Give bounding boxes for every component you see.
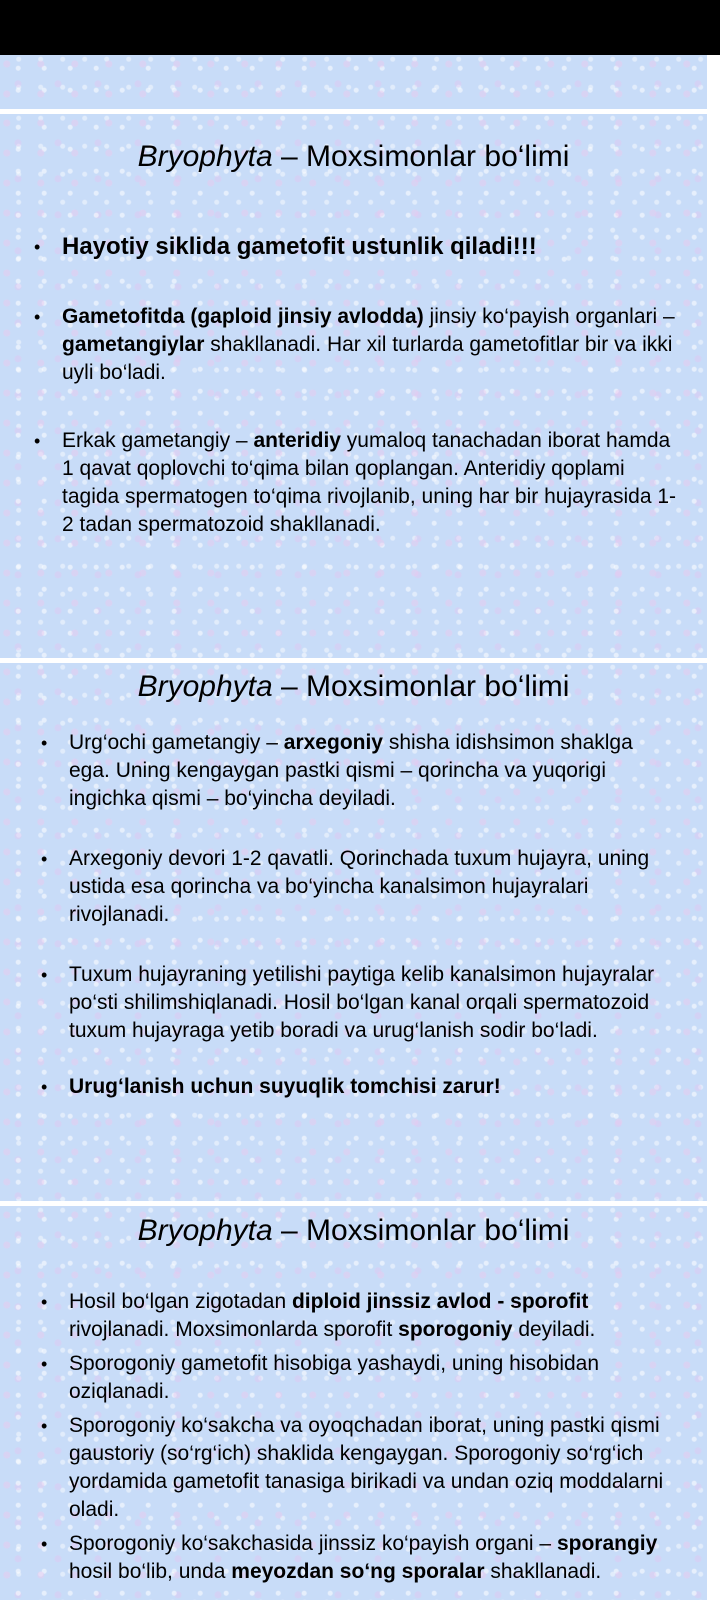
bullet-icon: • [34,431,41,451]
bullet-icon: • [34,237,41,257]
bullet-list [34,232,682,539]
slide-fragment-top [0,55,707,109]
bullet-icon: • [41,1354,48,1374]
bullet-icon: • [41,733,48,753]
list-item: • Hayotiy siklida gametofit ustunlik qiladi!!! [34,233,537,260]
bullet-icon: • [41,849,48,869]
slide-3 [0,1206,707,1600]
title-latin: Bryophyta [137,670,273,703]
bullet-icon: • [41,1077,48,1097]
list-item: • Sporogoniy ko‘sakchasida jinssiz ko‘payish organi – sporangiy hosil bo‘lib, unda meyozdan so‘ng sporalar shakllanadi. [41,1532,658,1583]
bullet-list [41,1288,679,1586]
list-item: • Erkak gametangiy – anteridiy yumaloq tanachadan iborat hamda 1 qavat qoplovchi to‘qima bilan qoplangan. Anteridiy qoplami tagida spermatogen to‘qima rivojlanib, uning har bir hujayrasida 1-2 tadan spermatozoid shakllanadi. [34,429,677,536]
slide-title [0,1214,707,1248]
bullet-icon: • [41,965,48,985]
list-item: • Tuxum hujayraning yetilishi paytiga kelib kanalsimon hujayralar po‘sti shilimshiqlanadi. Hosil bo‘lgan kanal orqali spermatozoid tuxum hujayraga yetib boradi va urug‘lanish sodir bo‘ladi. [41,963,655,1042]
slide-title [0,670,707,704]
bullet-icon: • [41,1292,48,1312]
list-item: • Arxegoniy devori 1-2 qavatli. Qorinchada tuxum hujayra, uning ustida esa qorincha va bo‘yincha kanalsimon hujayralari rivojlanadi. [41,847,650,926]
list-item: • Sporogoniy gametofit hisobiga yashaydi, uning hisobidan oziqlanadi. [41,1352,600,1403]
slide-title [0,140,707,174]
bullet-icon: • [41,1534,48,1554]
title-latin: Bryophyta [137,140,273,173]
list-item: • Gametofitda (gaploid jinsiy avlodda) jinsiy ko‘payish organlari – gametangiylar shakllanadi. Har xil turlarda gametofitlar bir va ikki uyli bo‘ladi. [34,305,675,384]
title-latin: Bryophyta [137,1214,273,1247]
list-item: • Hosil bo‘lgan zigotadan diploid jinssiz avlod - sporofit rivojlanadi. Moxsimonlarda sporofit sporogoniy deyiladi. [41,1290,596,1341]
title-rest: – Moxsimonlar bo‘limi [272,670,570,703]
list-item: • Urg‘ochi gametangiy – arxegoniy shisha idishsimon shaklga ega. Uning kengaygan pastki qismi – qorincha va yuqorigi ingichka qismi – bo‘yincha deyiladi. [41,731,633,810]
slide-2 [0,663,707,1201]
list-item: • Urug‘lanish uchun suyuqlik tomchisi zarur! [69,1073,679,1101]
bullet-list [41,729,679,1101]
list-item: • Sporogoniy ko‘sakcha va oyoqchadan iborat, uning pastki qismi gaustoriy (so‘rg‘ich) shaklida kengaygan. Sporogoniy so‘rg‘ich yordamida gametofit tanasiga birikadi va undan oziq moddalarni oladi. [41,1414,664,1521]
bullet-icon: • [34,307,41,327]
bullet-icon: • [41,1416,48,1436]
status-bar [0,0,720,55]
slide-1 [0,114,707,658]
title-rest: – Moxsimonlar bo‘limi [272,1214,570,1247]
title-rest: – Moxsimonlar bo‘limi [272,140,570,173]
